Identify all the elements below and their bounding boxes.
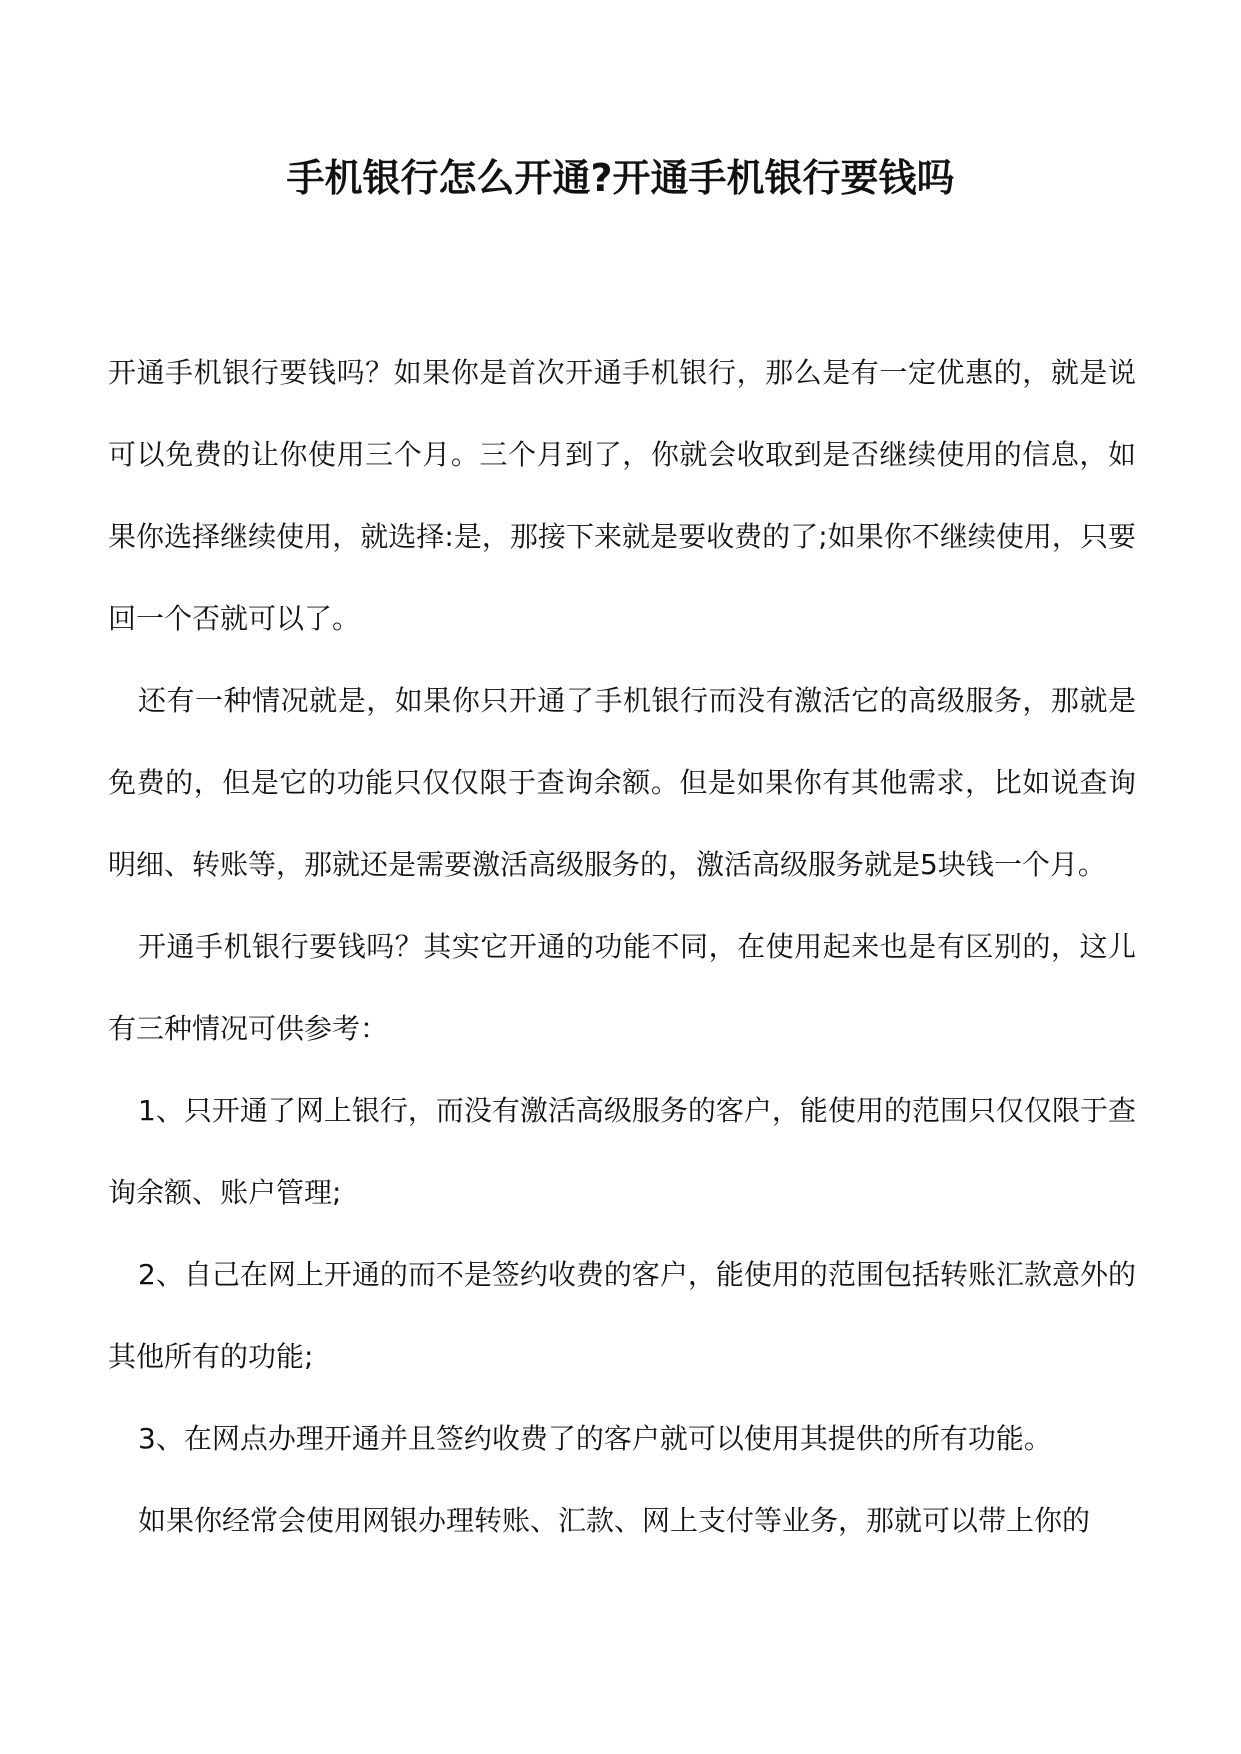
list-item-case-1: 1、只开通了网上银行，而没有激活高级服务的客户，能使用的范围只仅仅限于查询余额、账户管理; <box>108 1094 1136 1209</box>
paragraph-closing: 如果你经常会使用网银办理转账、汇款、网上支付等业务，那就可以带上你的 <box>138 1504 1091 1537</box>
paragraph-three-cases: 开通手机银行要钱吗？其实它开通的功能不同，在使用起来也是有区别的，这儿有三种情况可供参考： <box>108 930 1136 1045</box>
paragraph-advanced-service: 还有一种情况就是，如果你只开通了手机银行而没有激活它的高级服务，那就是免费的，但是它的功能只仅仅限于查询余额。但是如果你有其他需求，比如说查询明细、转账等，那就还是需要激活高级服务的，激活高级服务就是5块钱一个月。 <box>108 684 1136 881</box>
document-title: 手机银行怎么开通?开通手机银行要钱吗 <box>286 156 955 200</box>
document-body <box>108 332 1136 1562</box>
list-item-case-3: 3、在网点办理开通并且签约收费了的客户就可以使用其提供的所有功能。 <box>138 1422 1052 1455</box>
list-item-case-2: 2、自己在网上开通的而不是签约收费的客户，能使用的范围包括转账汇款意外的其他所有的功能; <box>108 1258 1136 1373</box>
paragraph-intro: 开通手机银行要钱吗？如果你是首次开通手机银行，那么是有一定优惠的，就是说可以免费的让你使用三个月。三个月到了，你就会收取到是否继续使用的信息，如果你选择继续使用，就选择:是，那接下来就是要收费的了;如果你不继续使用，只要回一个否就可以了。 <box>108 356 1136 635</box>
